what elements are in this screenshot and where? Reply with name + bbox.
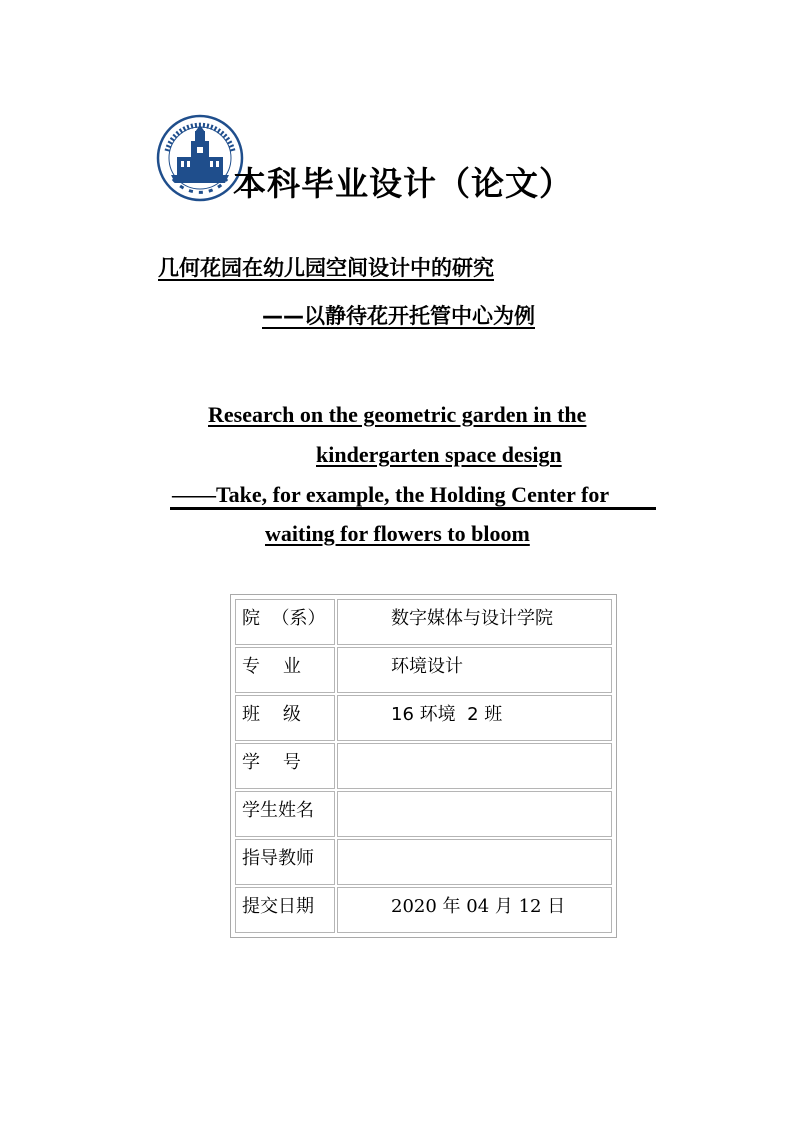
row-label-major: 专 业	[235, 647, 335, 693]
row-label-submit-date: 提交日期	[235, 887, 335, 933]
english-title-line-2	[316, 442, 562, 468]
row-label-student-id: 学 号	[235, 743, 335, 789]
row-value-major: 环境设计	[337, 647, 612, 693]
university-seal-icon	[155, 113, 245, 203]
english-title-line-4-text: waiting for flowers to bloom	[265, 521, 530, 546]
english-title-line-1	[208, 402, 586, 428]
table-row	[235, 647, 612, 693]
table-row	[235, 839, 612, 885]
english-title-line-1-text: Research on the geometric garden in the	[208, 402, 587, 427]
document-title: 本科毕业设计（论文）	[233, 164, 573, 203]
english-title-rule	[170, 507, 656, 510]
student-info-table	[230, 594, 617, 938]
row-value-supervisor	[337, 839, 612, 885]
english-title-line-4	[265, 521, 530, 547]
table-row	[235, 887, 612, 933]
table-row	[235, 791, 612, 837]
row-label-class: 班 级	[235, 695, 335, 741]
row-value-submit-date: 2020 年 04 月 12 日	[337, 887, 612, 933]
chinese-title-line-2: ——以静待花开托管中心为例	[262, 304, 535, 328]
english-title-line-2-text: kindergarten space design	[316, 442, 562, 467]
row-label-supervisor: 指导教师	[235, 839, 335, 885]
table-row	[235, 695, 612, 741]
row-value-student-id	[337, 743, 612, 789]
row-value-student-name	[337, 791, 612, 837]
row-value-class: 16 环境 2 班	[337, 695, 612, 741]
row-label-student-name: 学生姓名	[235, 791, 335, 837]
table-row	[235, 743, 612, 789]
row-value-department: 数字媒体与设计学院	[337, 599, 612, 645]
chinese-title-line-1: 几何花园在幼儿园空间设计中的研究	[158, 256, 494, 280]
row-label-department: 院 （系）	[235, 599, 335, 645]
table-row	[235, 599, 612, 645]
english-title-line-3: ——Take, for example, the Holding Center for	[172, 482, 610, 507]
